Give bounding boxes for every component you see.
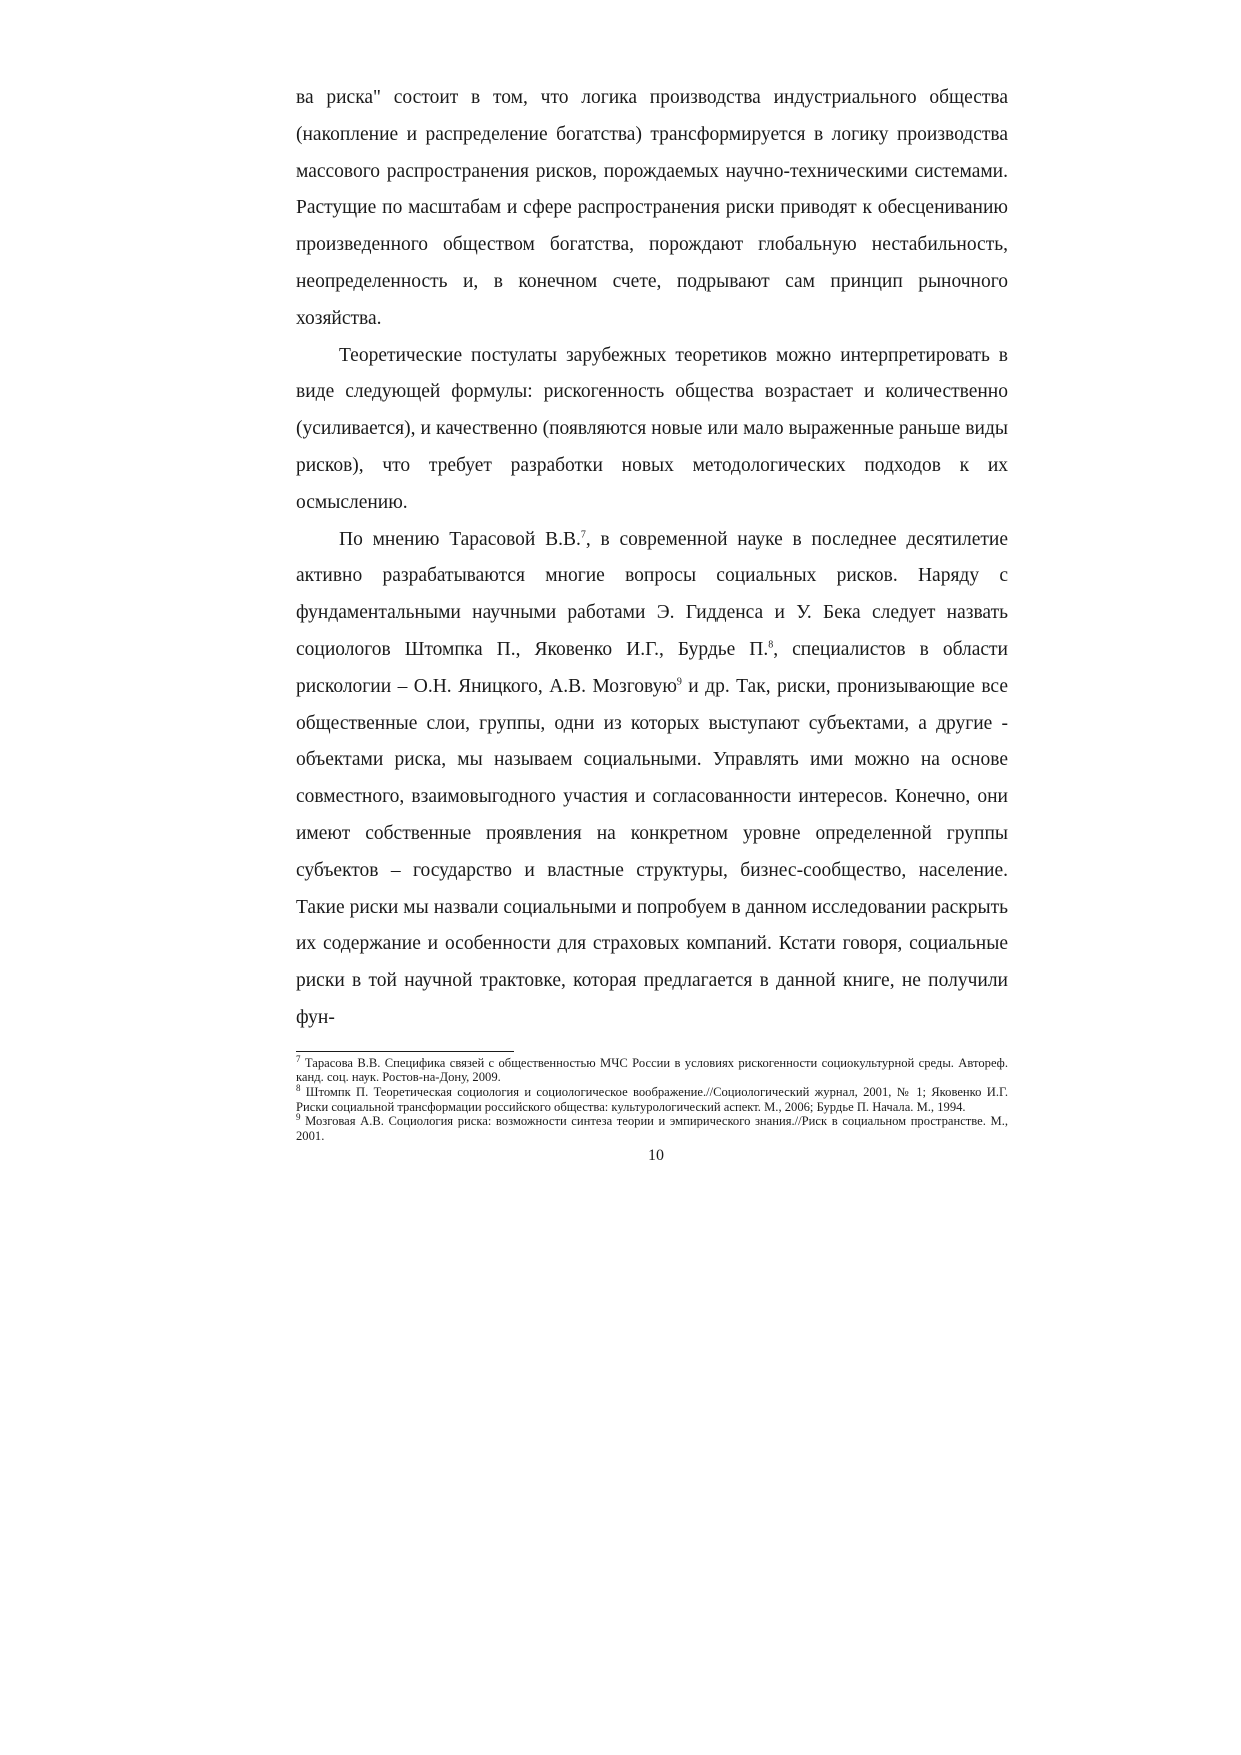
- footnote-ref-9[interactable]: 9: [676, 676, 682, 688]
- paragraph-3-text-2: , в современной науке в последнее десятилетие активно разрабатываются многие вопросы социальных рисков. Наряду с фундаментальными научными работами Э. Гидденса и У. Бека следует назвать социологов Штомпка П., Яковенко И.Г., Бурдье П.: [296, 528, 1008, 660]
- footnote-text: Тарасова В.В. Специфика связей с общественностью МЧС России в условиях рискогенности социокультурной среды. Автореф. канд. соц. наук. Ростов-на-Дону, 2009.: [296, 1055, 1008, 1085]
- paragraph-3-text-4: и др. Так, риски, пронизывающие все общественные слои, группы, одни из которых выступают субъектами, а другие - объектами риска, мы называем социальными. Управлять ими можно на основе совместного, взаимовыгодного участия и согласованности интересов. Конечно, они имеют собственные проявления на конкретном уровне определенной группы субъектов – государство и властные структуры, бизнес-сообщество, население. Такие риски мы назвали социальными и попробуем в данном исследовании раскрыть их содержание и особенности для страховых компаний. Кстати говоря, социальные риски в той научной трактовке, которая предлагается в данной книге, не получили фун-: [296, 675, 1008, 1028]
- footnote-9: [296, 1111, 1008, 1143]
- footnote-7: [296, 1053, 1008, 1085]
- paragraph-3-text-3: , специалистов в области рискологии – О.Н. Яницкого, А.В. Мозговую: [296, 638, 1008, 697]
- footnote-mark: 8: [296, 1082, 301, 1093]
- footnote-text: Мозговая А.В. Социология риска: возможности синтеза теории и эмпирического знания.//Риск в социальном пространстве. М., 2001.: [296, 1114, 1008, 1143]
- footnote-mark: 7: [296, 1053, 301, 1064]
- footnote-text: Штомпк П. Теоретическая социология и социологическое воображение.//Социологический журнал, 2001, № 1; Яковенко И.Г. Риски социальной трансформации российского общества: культурологический аспект. М., 2006; Бурдье П. Начала. М., 1994.: [296, 1084, 1008, 1114]
- body-paragraph-2: Теоретические постулаты зарубежных теоретиков можно интерпретировать в виде следующей формулы: рискогенность общества возрастает и количественно (усиливается), и качественно (появляются новые или мало выраженные раньше виды рисков), что требует разработки новых методологических подходов к их осмыслению.: [296, 344, 1008, 513]
- page-content: [296, 80, 1008, 1165]
- body-paragraph-1: ва риска" состоит в том, что логика производства индустриального общества (накопление и распределение богатства) трансформируется в логику производства массового распространения рисков, порождаемых научно-техническими системами. Растущие по масштабам и сфере распространения риски приводят к обесцениванию произведенного обществом богатства, порождают глобальную нестабильность, неопределенность и, в конечном счете, подрывают сам принцип рыночного хозяйства.: [296, 87, 1008, 329]
- footnote-separator: [296, 1051, 514, 1052]
- footnote-ref-8[interactable]: 8: [768, 639, 774, 651]
- footnote-mark: 9: [296, 1111, 301, 1122]
- paragraph-3-text-1: По мнению Тарасовой В.В.: [339, 528, 581, 550]
- page-number: 10: [648, 1147, 664, 1165]
- footnotes: [296, 1053, 1008, 1144]
- body-paragraph-3: [296, 522, 1008, 1037]
- footnote-ref-7[interactable]: 7: [580, 529, 586, 541]
- footnote-8: [296, 1082, 1008, 1114]
